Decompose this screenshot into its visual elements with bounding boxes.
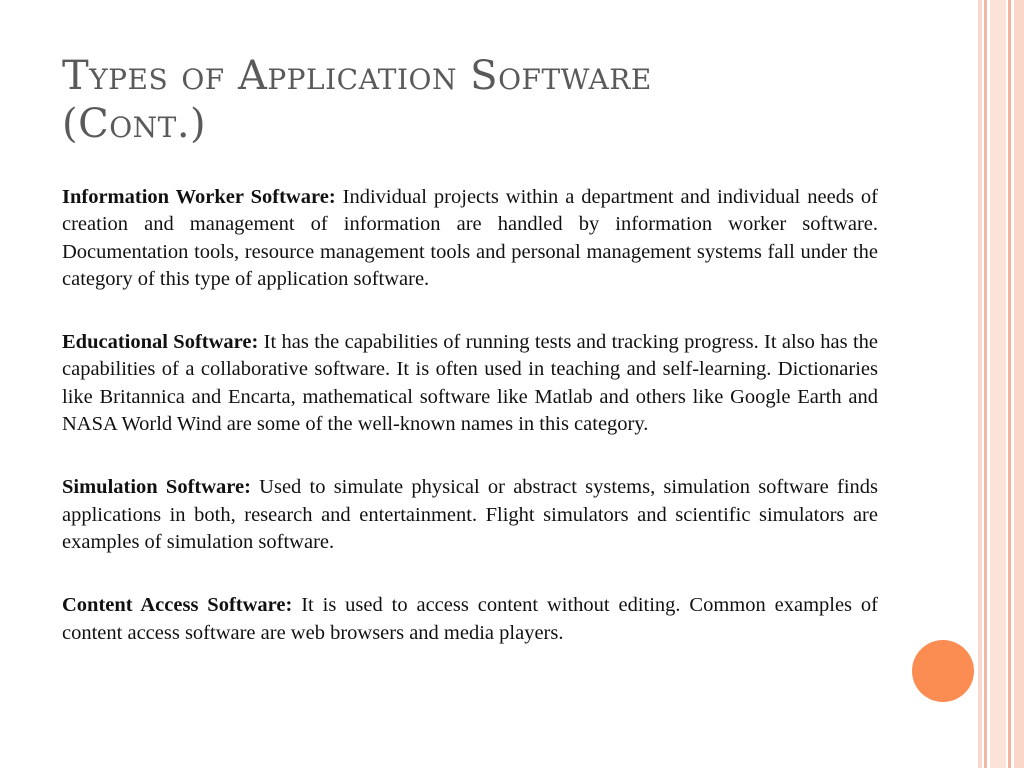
edge-stripe <box>990 0 1006 768</box>
edge-stripe <box>978 0 982 768</box>
paragraph-text: It has the capabilities of running tests and tracking progress. It also has the capabilities of a collaborative software. It is often used in teaching and self-learning. Dictionaries like Britannica and Encarta, mathematical software like Matlab and others like Google Earth and NASA World Wind are some of the well-known names in this category. <box>62 331 878 436</box>
slide-title-line-2: (Cont.) <box>62 101 207 147</box>
edge-stripe <box>984 0 987 768</box>
slide-title-line-1: Types of Application Software <box>62 53 652 99</box>
paragraph-term: Content Access Software: <box>62 594 293 617</box>
decorative-edge-stripes <box>978 0 1024 768</box>
paragraph-content-access-software <box>62 592 878 647</box>
paragraph-educational-software <box>62 329 878 438</box>
paragraph-text: Used to simulate physical or abstract systems, simulation software finds applications in both, research and entertainment. Flight simulators and scientific simulators are examples of simulation software. <box>62 476 879 553</box>
decorative-orange-circle <box>912 640 974 702</box>
paragraph-text: Individual projects within a department and individual needs of creation and management of information are handled by information worker software. Documentation tools, resource management tools and personal management systems fall under the category of this type of application software. <box>62 186 878 290</box>
edge-stripe <box>1008 0 1011 768</box>
paragraph-term: Information Worker Software: <box>62 186 336 208</box>
paragraph-term: Simulation Software: <box>62 476 251 499</box>
paragraph-text: It is used to access content without editing. Common examples of content access software are web browsers and media players. <box>62 594 878 644</box>
paragraph-information-worker-software <box>62 184 878 293</box>
paragraph-simulation-software <box>62 474 878 556</box>
slide-body <box>62 184 878 683</box>
slide-title <box>62 52 882 148</box>
edge-stripe <box>1014 0 1024 768</box>
paragraph-term: Educational Software: <box>62 331 259 354</box>
